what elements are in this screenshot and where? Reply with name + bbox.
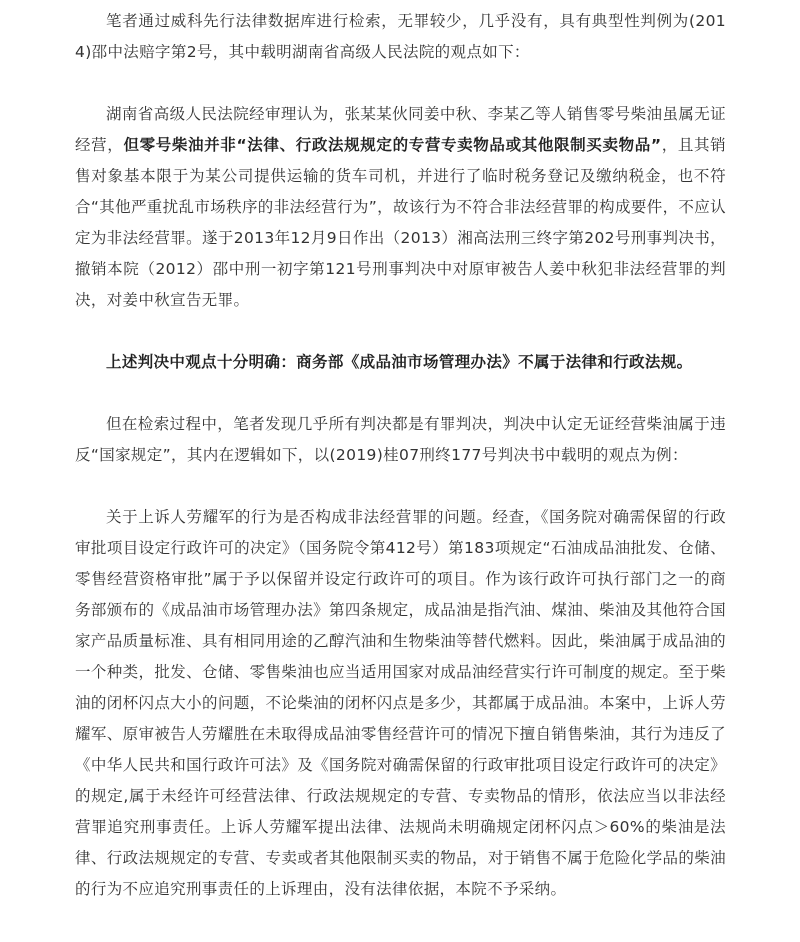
guangxi-judgment-text: 关于上诉人劳耀军的行为是否构成非法经营罪的问题。经查，《国务院对确需保留的行政审批项目设定行政许可的决定》（国务院令第412号）第183项规定“石油成品油批发、仓储、零售经营资格审批”属于予以保留并设定行政许可的项目。作为该行政许可执行部门之一的商务部颁布的《成品油市场管理办法》第四条规定，成品油是指汽油、煤油、柴油及其他符合国家产品质量标准、具有相同用途的乙醇汽油和生物柴油等替代燃料。因此，柴油属于成品油的一个种类，批发、仓储、零售柴油也应当适用国家对成品油经营实行许可制度的规定。至于柴油的闭杯闪点大小的问题，不论柴油的闭杯闪点是多少，其都属于成品油。本案中，上诉人劳耀军、原审被告人劳耀胜在未取得成品油零售经营许可的情况下擅自销售柴油，其行为违反了《中华人民共和国行政许可法》及《国务院对确需保留的行政审批项目设定行政许可的决定》的规定,属于未经许可经营法律、行政法规规定的专营、专卖物品的情形，依法应当以非法经营罪追究刑事责任。上诉人劳耀军提出法律、法规尚未明确规定闭杯闪点＞60%的柴油是法律、行政法规规定的专营、专卖或者其他限制买卖的物品，对于销售不属于危险化学品的柴油的行为不应追究刑事责任的上诉理由，没有法律依据，本院不予采纳。	[75, 508, 726, 898]
paragraph-conclusion-bold	[75, 347, 726, 378]
search-findings-text: 但在检索过程中，笔者发现几乎所有判决都是有罪判决，判决中认定无证经营柴油属于违反“国家规定”，其内在逻辑如下，以(2019)桂07刑终177号判决书中载明的观点为例：	[75, 415, 726, 464]
paragraph-hunan-court-opinion	[75, 99, 726, 316]
paragraph-spacer	[75, 316, 726, 347]
paragraph-search-intro	[75, 6, 726, 68]
paragraph-search-findings	[75, 409, 726, 471]
paragraph-spacer	[75, 378, 726, 409]
paragraph-spacer	[75, 471, 726, 502]
paragraph-spacer	[75, 68, 726, 99]
conclusion-bold-text: 上述判决中观点十分明确：商务部《成品油市场管理办法》不属于法律和行政法规。	[106, 353, 693, 371]
hunan-opinion-bold-statement: 但零号柴油并非“法律、行政法规规定的专营专卖物品或其他限制买卖物品”	[123, 136, 662, 154]
paragraph-search-intro-text: 笔者通过威科先行法律数据库进行检索，无罪较少，几乎没有，具有典型性判例为(2014)邵中法赔字第2号，其中载明湖南省高级人民法院的观点如下：	[75, 12, 726, 61]
hunan-opinion-text-start: 湖南省高级人民法院经审理认为，张某某伙同姜中秋、李某乙等人销售零号柴油虽属无证经营，	[75, 105, 726, 154]
paragraph-guangxi-judgment-quote	[75, 502, 726, 905]
hunan-opinion-text-end: ，且其销售对象基本限于为某公司提供运输的货车司机，并进行了临时税务登记及缴纳税金，也不符合“其他严重扰乱市场秩序的非法经营行为”，故该行为不符合非法经营罪的构成要件，不应认定为非法经营罪。遂于2013年12月9日作出（2013）湘高法刑三终字第202号刑事判决书，撤销本院（2012）邵中刑一初字第121号刑事判决中对原审被告人姜中秋犯非法经营罪的判决，对姜中秋宣告无罪。	[75, 136, 726, 309]
